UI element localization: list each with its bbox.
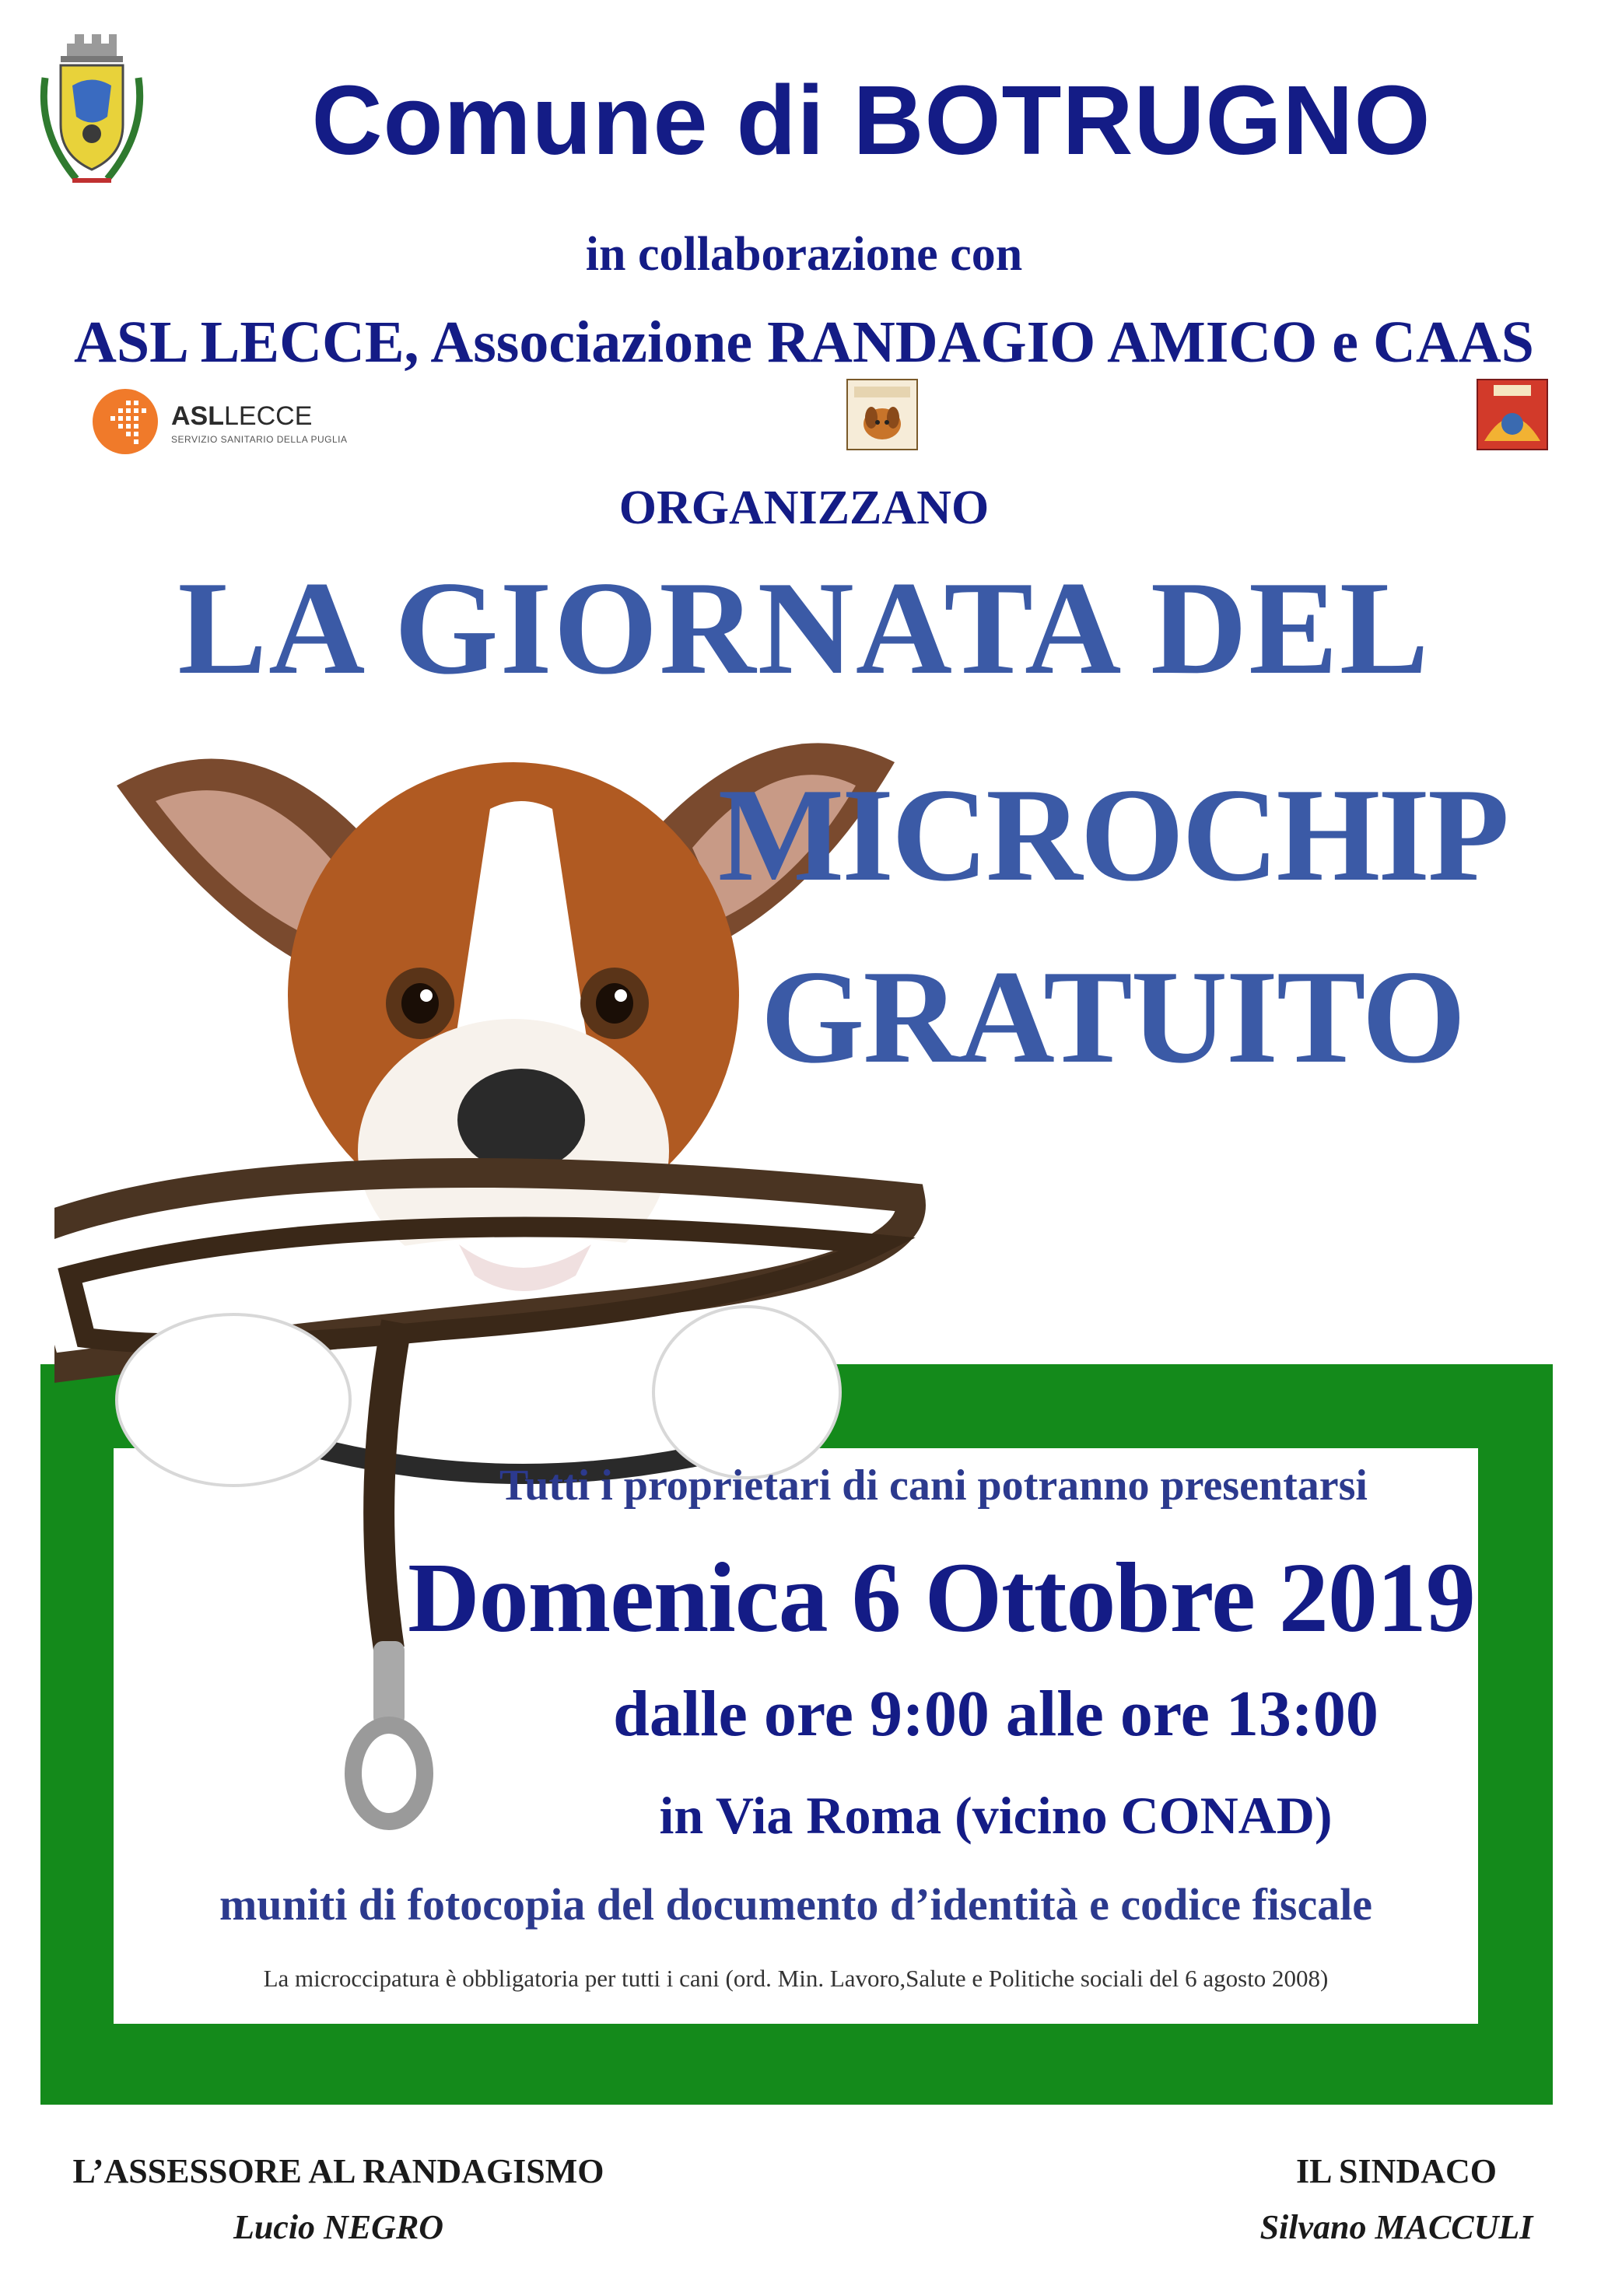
event-time: dalle ore 9:00 alle ore 13:00 xyxy=(613,1678,1379,1750)
randagio-amico-logo-icon xyxy=(846,379,918,450)
comune-title: Comune di BOTRUGNO xyxy=(311,65,1431,175)
headline-line-3: GRATUITO xyxy=(760,943,1465,1091)
event-intro: Tutti i proprietari di cani potranno presentarsi xyxy=(499,1461,1368,1510)
assessore-name: Lucio NEGRO xyxy=(233,2208,444,2246)
event-legal-note: La microccipatura è obbligatoria per tutti i cani (ord. Min. Lavoro,Salute e Politiche sociali del 6 agosto 2008) xyxy=(263,1965,1329,1992)
event-date: Domenica 6 Ottobre 2019 xyxy=(408,1542,1475,1653)
event-documents: muniti di fotocopia del documento d’identità e codice fiscale xyxy=(219,1879,1373,1930)
assessore-role: L’ASSESSORE AL RANDAGISMO xyxy=(72,2152,604,2190)
caas-logo-icon xyxy=(1477,379,1548,450)
collaboration-text: in collaborazione con xyxy=(585,228,1023,281)
botrugno-crest-icon xyxy=(30,31,154,194)
partners-text: ASL LECCE, Associazione RANDAGIO AMICO e CAAS xyxy=(74,310,1534,375)
sindaco-role: IL SINDACO xyxy=(1296,2152,1497,2190)
event-place: in Via Roma (vicino CONAD) xyxy=(659,1786,1333,1845)
sindaco-name: Silvano MACCULI xyxy=(1259,2208,1533,2246)
asl-logo-text: ASLLECCE xyxy=(171,401,313,431)
headline-line-1: LA GIORNATA DEL xyxy=(177,555,1431,702)
asl-lecce-logo-icon xyxy=(90,387,160,457)
asl-logo-subtitle: SERVIZIO SANITARIO DELLA PUGLIA xyxy=(171,434,348,445)
organizzano-text: ORGANIZZANO xyxy=(618,481,990,534)
headline-line-2: MICROCHIP xyxy=(717,761,1508,909)
